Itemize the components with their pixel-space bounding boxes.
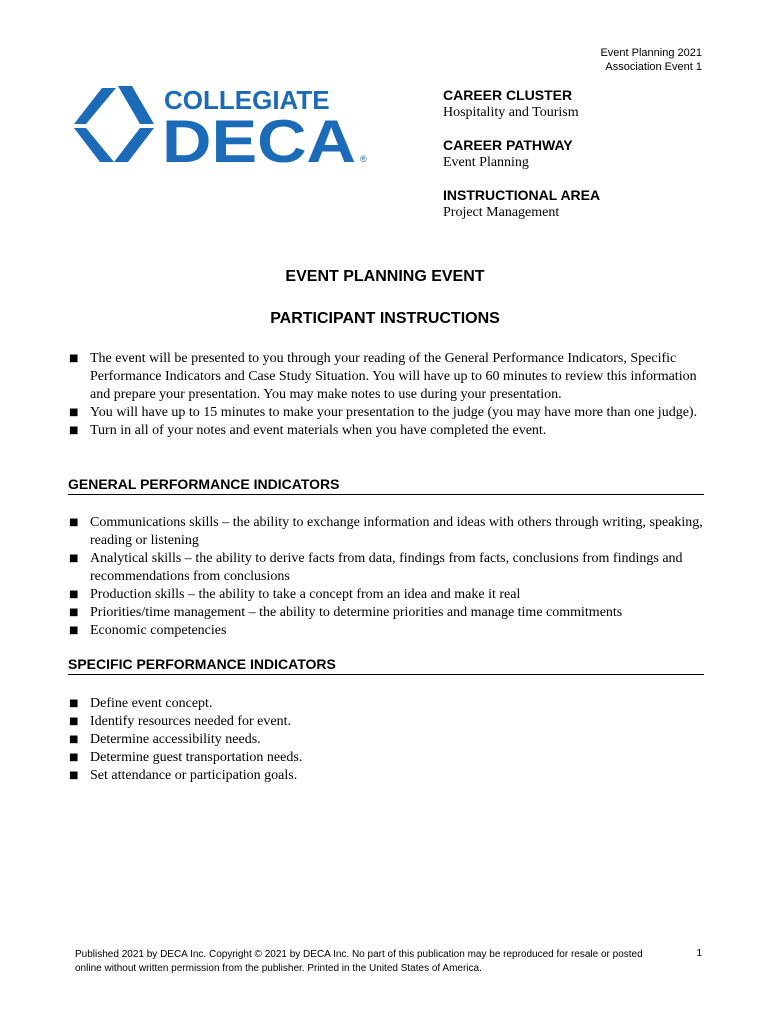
list-item: ■ Turn in all of your notes and event materials when you have completed the event.: [69, 423, 547, 438]
meta-label: CAREER CLUSTER: [443, 87, 573, 103]
meta-label: CAREER PATHWAY: [443, 137, 573, 153]
list-item: ■ Economic competencies: [69, 623, 227, 638]
specific-indicators-list: [66, 695, 706, 785]
specific-indicators-heading: SPECIFIC PERFORMANCE INDICATORS: [68, 656, 704, 675]
instruction-list: [66, 350, 706, 440]
list-item: ■ Communications skills – the ability to exchange information and ideas with others through writing, speaking, reading or listening: [69, 515, 703, 548]
bullet-icon: ■: [69, 625, 79, 636]
bullet-icon: ■: [69, 589, 79, 600]
general-indicators-heading: GENERAL PERFORMANCE INDICATORS: [68, 476, 704, 495]
event-name: Event Planning 2021: [600, 47, 702, 59]
bullet-icon: ■: [69, 752, 79, 763]
list-item: ■ You will have up to 15 minutes to make your presentation to the judge (you may have more than one judge).: [69, 405, 698, 420]
list-item: ■ Identify resources needed for event.: [69, 714, 291, 729]
bullet-icon: ■: [69, 734, 79, 745]
meta-value: Event Planning: [443, 155, 529, 170]
collegiate-deca-logo: [74, 84, 374, 166]
bullet-icon: ■: [69, 425, 79, 436]
meta-value: Project Management: [443, 205, 560, 220]
bullet-icon: ■: [69, 353, 79, 364]
bullet-icon: ■: [69, 607, 79, 618]
meta-label: INSTRUCTIONAL AREA: [443, 187, 601, 203]
career-pathway: [443, 136, 723, 172]
list-item: ■ Priorities/time management – the ability to determine priorities and manage time commitments: [69, 605, 623, 620]
list-item: ■ Define event concept.: [69, 696, 213, 711]
list-item: ■ Production skills – the ability to take a concept from an idea and make it real: [69, 587, 521, 602]
bullet-icon: ■: [69, 698, 79, 709]
registered-mark: ®: [360, 154, 367, 164]
logo-line2: DECA: [162, 108, 356, 166]
event-title: EVENT PLANNING EVENT: [285, 268, 485, 285]
list-item: ■ The event will be presented to you through your reading of the General Performance Indicators, Specific Performance Indicators and Case Study Situation. You will have up to 60 minutes to review this information and prepare your presentation. You may make notes to use during your presentation.: [69, 351, 697, 402]
bullet-icon: ■: [69, 517, 79, 528]
copyright-footer: Published 2021 by DECA Inc. Copyright © 2021 by DECA Inc. No part of this publication may be reproduced for resale or posted online without written permission from the publisher. Printed in the United States of America.: [75, 949, 643, 974]
logo-line1: COLLEGIATE: [164, 85, 330, 115]
general-indicators-list: [66, 514, 706, 640]
list-item: ■ Determine accessibility needs.: [69, 732, 261, 747]
list-item: ■ Analytical skills – the ability to derive facts from data, findings from facts, conclusions from findings and recommendations from conclusions: [69, 551, 683, 584]
instructional-area: [443, 186, 723, 222]
bullet-icon: ■: [69, 407, 79, 418]
career-cluster: [443, 86, 723, 122]
career-meta: [443, 86, 723, 236]
meta-value: Hospitality and Tourism: [443, 105, 579, 120]
list-item: ■ Set attendance or participation goals.: [69, 768, 298, 783]
list-item: ■ Determine guest transportation needs.: [69, 750, 303, 765]
event-number: Association Event 1: [605, 61, 702, 73]
event-header: [600, 46, 702, 74]
page-number: 1: [696, 948, 702, 959]
bullet-icon: ■: [69, 716, 79, 727]
bullet-icon: ■: [69, 770, 79, 781]
instructions-title: PARTICIPANT INSTRUCTIONS: [270, 310, 500, 327]
bullet-icon: ■: [69, 553, 79, 564]
